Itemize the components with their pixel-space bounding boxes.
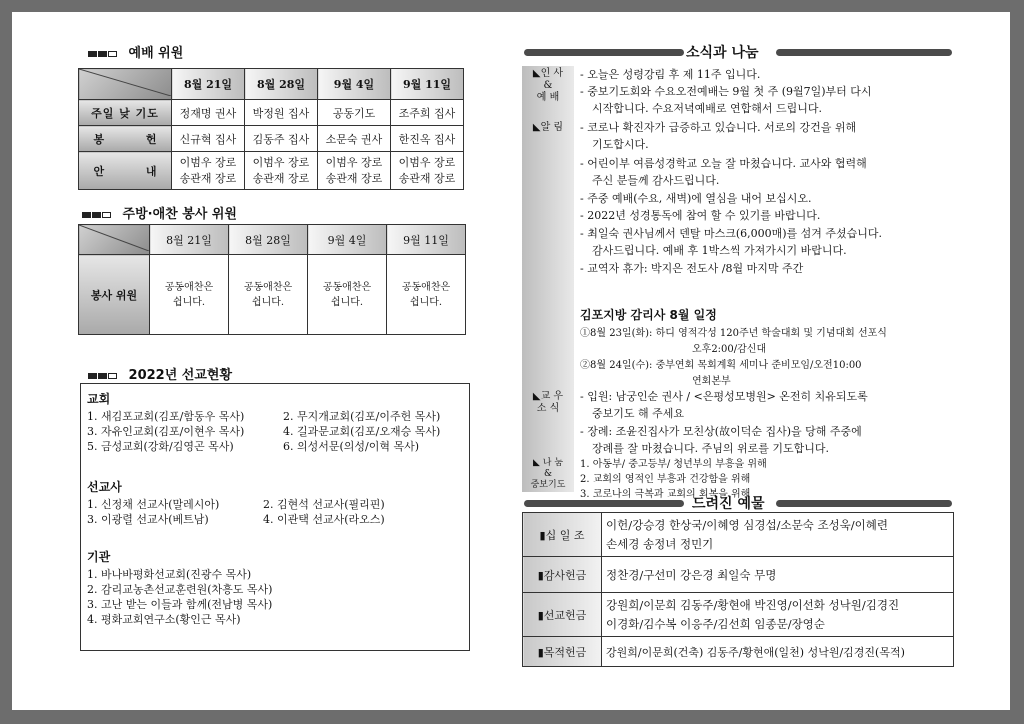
table-row (523, 637, 954, 667)
square-bullet-icon (92, 212, 101, 218)
table-cell: 공동애찬은 쉽니다. (308, 255, 387, 335)
list-item: 3. 고난 받는 이들과 함께(전남병 목사) (87, 598, 273, 611)
list-item: 2. 감리교농촌선교훈련원(차흥도 목사) (87, 583, 273, 596)
table-cell: 박정원 집사 (245, 100, 318, 126)
row-label: ▮목적헌금 (523, 637, 602, 667)
list-item: - 교역자 휴가: 박지은 전도사 /8월 마지막 주간 (580, 262, 804, 275)
row-label: 봉 헌 (79, 126, 172, 152)
list-item: - 최일숙 권사님께서 덴탈 마스크(6,000매)를 섬겨 주셨습니다. (580, 227, 883, 240)
table-cell: 강원희/이문희(건축) 김동주/황현애(일천) 성낙원/김경진(목적) (602, 637, 954, 667)
offering-table (522, 512, 954, 667)
square-outline-icon (108, 373, 117, 379)
date-header: 9월 11일 (387, 225, 466, 255)
square-bullet-icon (88, 51, 97, 57)
table-cell: 이범우 장로 송관재 장로 (391, 152, 464, 190)
title-bar-right (776, 49, 952, 56)
table-cell: 공동애찬은 쉽니다. (150, 255, 229, 335)
section-label: ◣알 림 (532, 122, 564, 133)
list-item: - 입원: 남궁인순 권사 / <은평성모병원> 온전히 치유되도록 (580, 390, 868, 403)
list-item: - 2022년 성경통독에 참여 할 수 있기를 바랍니다. (580, 209, 821, 222)
square-outline-icon (108, 51, 117, 57)
news-section (522, 66, 962, 500)
worship-table (78, 68, 464, 190)
list-item: - 오늘은 성령강림 후 제 11주 입니다. (580, 68, 761, 81)
list-item: - 중보기도회와 수요오전예배는 9월 첫 주 (9월7일)부터 다시 (580, 85, 872, 98)
square-bullet-icon (82, 212, 91, 218)
mission-section-title: 2022년 선교현황 (88, 364, 232, 383)
table-cell: 소문숙 권사 (318, 126, 391, 152)
table-cell: 김동주 집사 (245, 126, 318, 152)
list-item: 중보기도 해 주세요 (592, 407, 685, 420)
square-outline-icon (102, 212, 111, 218)
date-header: 9월 11일 (391, 69, 464, 100)
square-bullet-icon (98, 51, 107, 57)
mission-organizations: 기관 1. 바나바평화선교회(진광수 목사) 2. 감리교농촌선교훈련원(차흥도 목사) 3. 고난 받는 이들과 함께(전남병 목사) 4. 평화교회연구소(황인근 목사) (87, 550, 273, 626)
table-row (523, 557, 954, 593)
table-cell: 공동애찬은 쉽니다. (229, 255, 308, 335)
list-item: 1. 새김포교회(김포/함동우 목사) 2. 무지개교회(김포/이주헌 목사) (87, 410, 441, 423)
table-row (523, 593, 954, 637)
title-bar-left (524, 49, 684, 56)
list-item: 3. 자유인교회(김포/이현우 목사) 4. 길과문교회(김포/오재승 목사) (87, 425, 441, 438)
row-label: 안 내 (79, 152, 172, 190)
table-row (79, 152, 464, 190)
section-label: ◣교 우 소 식 (532, 391, 564, 414)
list-item: 2. 교회의 영적인 부흥과 건강함을 위해 (580, 474, 751, 485)
list-item: 3. 이광렬 선교사(베트남) 4. 이관택 선교사(라오스) (87, 513, 385, 526)
table-cell: 신규혁 집사 (172, 126, 245, 152)
row-label: ▮감사헌금 (523, 557, 602, 593)
list-item: 기도합시다. (592, 138, 649, 151)
list-item: 1. 아동부/ 중고등부/ 청년부의 부흥을 위해 (580, 459, 767, 470)
mission-missionaries: 선교사 1. 신정채 선교사(말레시아) 2. 김현석 선교사(필리핀) 3. 이광렬 선교사(베트남) 4. 이관택 선교사(라오스) (87, 480, 385, 526)
title-bar-right (776, 500, 952, 507)
mission-box (80, 383, 470, 651)
table-row (79, 126, 464, 152)
row-label: ▮선교헌금 (523, 593, 602, 637)
date-header: 8월 28일 (229, 225, 308, 255)
list-item: - 코로나 확진자가 급증하고 있습니다. 서로의 강건을 위해 (580, 121, 857, 134)
table-cell: 이범우 장로 송관재 장로 (172, 152, 245, 190)
list-item: 주신 분들께 감사드립니다. (592, 174, 720, 187)
table-cell: 강원희/이문희 김동주/황현애 박진영/이선화 성낙원/김경진 이경화/김수복 이응주/김선희 임종문/장영순 (602, 593, 954, 637)
list-item: 4. 평화교회연구소(황인근 목사) (87, 613, 241, 626)
list-item: - 장례: 조윤진집사가 모친상(故이덕순 집사)을 당해 주중에 (580, 425, 862, 438)
date-header: 8월 21일 (150, 225, 229, 255)
table-cell: 이범우 장로 송관재 장로 (245, 152, 318, 190)
bulletin-page (12, 12, 1010, 710)
list-item: 장례를 잘 마쳤습니다. 주님의 위로를 기도합니다. (592, 442, 829, 455)
table-row (79, 255, 466, 335)
list-item: 오후2:00/감신대 (692, 344, 767, 355)
worship-section-title: 예배 위원 (88, 42, 183, 61)
list-item: 감사드립니다. 예배 후 1박스씩 가져가시기 바랍니다. (592, 244, 847, 257)
date-header: 8월 28일 (245, 69, 318, 100)
table-row (523, 513, 954, 557)
date-header: 9월 4일 (308, 225, 387, 255)
table-cell: 정찬경/구선미 강은경 최일숙 무명 (602, 557, 954, 593)
list-item: 시작합니다. 수요저녁예배로 연합해서 드립니다. (592, 102, 823, 115)
table-cell: 이범우 장로 송관재 장로 (318, 152, 391, 190)
table-row (79, 69, 464, 100)
kitchen-section-title: 주방·애찬 봉사 위원 (82, 203, 237, 222)
table-cell: 한진옥 집사 (391, 126, 464, 152)
section-label: ◣인 사 & 예 배 (532, 68, 564, 103)
table-cell: 공동기도 (318, 100, 391, 126)
list-item: 3. 코로나의 극복과 교회의 회복을 위해 (580, 489, 751, 500)
kitchen-table (78, 224, 466, 335)
list-item: 5. 금성교회(강화/김영곤 목사) 6. 의성서문(의성/이혁 목사) (87, 440, 420, 453)
table-cell: 공동애찬은 쉽니다. (387, 255, 466, 335)
list-item: ②8월 24일(수): 중부연회 목회계획 세미나 준비모임/오전10:00 (580, 360, 862, 371)
list-item: 연회본부 (692, 376, 731, 387)
table-row (79, 225, 466, 255)
corner-cell (79, 69, 172, 100)
section-label: ◣ 나 눔 & 중보기도 (530, 458, 566, 490)
list-item: 1. 바나바평화선교회(진광수 목사) (87, 568, 252, 581)
row-label: 주일 낮 기도 (79, 100, 172, 126)
title-bar-left (524, 500, 684, 507)
square-bullet-icon (98, 373, 107, 379)
list-item: - 어린이부 여름성경학교 오늘 잘 마쳤습니다. 교사와 협력해 (580, 157, 867, 170)
list-item: 1. 신정채 선교사(말레시아) 2. 김현석 선교사(필리핀) (87, 498, 385, 511)
row-label: ▮십 일 조 (523, 513, 602, 557)
date-header: 8월 21일 (172, 69, 245, 100)
news-section-title: 소식과 나눔 (686, 45, 759, 61)
mission-churches: 교회 1. 새김포교회(김포/함동우 목사) 2. 무지개교회(김포/이주헌 목사) 3. 자유인교회(김포/이현우 목사) 4. 길과문교회(김포/오재승 목사) 5. 금성교회(강화/김영곤 목사) 6. 의성서문(의성/이혁 목사) (87, 392, 441, 453)
offering-section-title: 드려진 예물 (692, 496, 765, 512)
corner-cell (79, 225, 150, 255)
square-bullet-icon (88, 373, 97, 379)
list-item: ①8월 23일(화): 하디 영적각성 120주년 학술대회 및 기념대회 선포식 (580, 328, 887, 339)
row-label: 봉사 위원 (79, 255, 150, 335)
table-cell: 정재명 권사 (172, 100, 245, 126)
table-cell: 조주희 집사 (391, 100, 464, 126)
table-cell: 이헌/강승경 한상국/이혜영 심경섭/소문숙 조성욱/이혜련 손세경 송정녀 정민기 (602, 513, 954, 557)
district-schedule-title: 김포지방 감리사 8월 일정 (580, 308, 717, 322)
date-header: 9월 4일 (318, 69, 391, 100)
table-row (79, 100, 464, 126)
list-item: - 주중 예배(수요, 새벽)에 열심을 내어 보십시오. (580, 192, 812, 205)
